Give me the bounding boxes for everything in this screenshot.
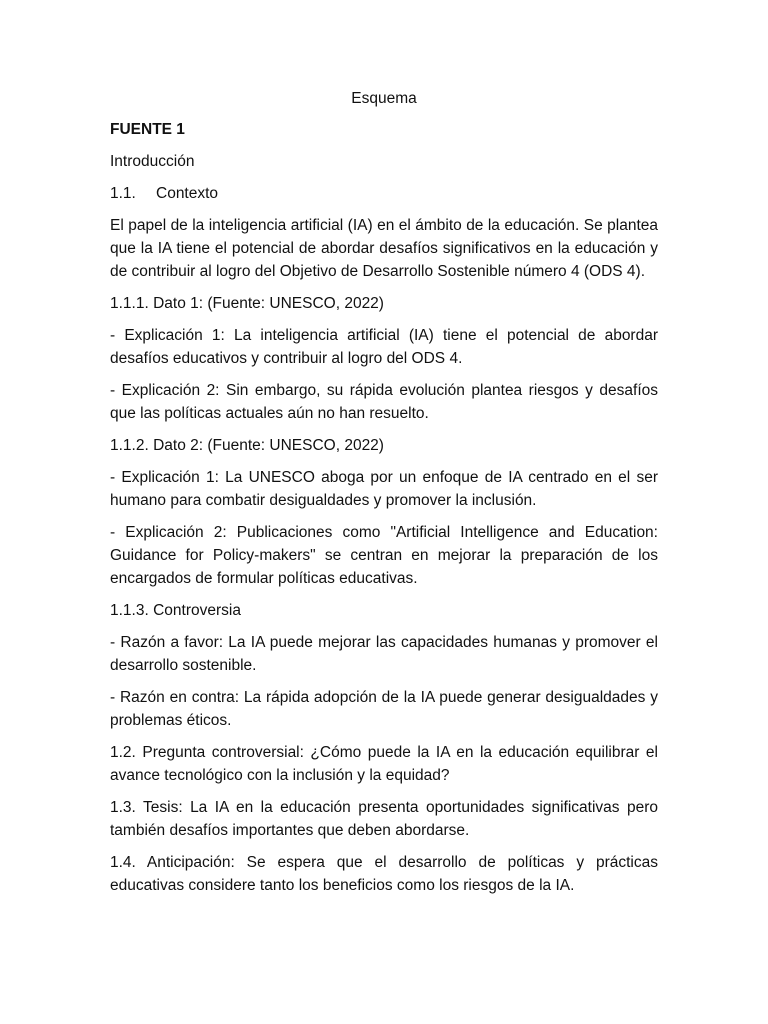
paragraph-dato-2: 1.1.2. Dato 2: (Fuente: UNESCO, 2022) [110,437,384,454]
section-1-1-heading [110,182,658,205]
paragraph-dato-2-explicacion-2: - Explicación 2: Publicaciones como "Artificial Intelligence and Education: Guidance for Policy-makers" se centran en mejorar la preparación de los encargados de formular políticas educativas. [110,524,658,587]
paragraph-dato-1-explicacion-2: - Explicación 2: Sin embargo, su rápida evolución plantea riesgos y desafíos que las políticas actuales aún no han resuelto. [110,382,658,422]
paragraph-controversia: 1.1.3. Controversia [110,602,241,619]
document-title: Esquema [351,90,417,107]
document-page [110,87,658,906]
source-heading: FUENTE 1 [110,121,185,138]
paragraph-anticipacion: 1.4. Anticipación: Se espera que el desarrollo de políticas y prácticas educativas considere tanto los beneficios como los riesgos de la IA. [110,854,658,894]
section-label: Contexto [156,185,219,202]
paragraph-tesis: 1.3. Tesis: La IA en la educación presenta oportunidades significativas pero también desafíos importantes que deben abordarse. [110,799,658,839]
paragraph-razon-contra: - Razón en contra: La rápida adopción de la IA puede generar desigualdades y problemas éticos. [110,689,658,729]
section-introduction: Introducción [110,153,195,170]
paragraph-dato-1: 1.1.1. Dato 1: (Fuente: UNESCO, 2022) [110,295,384,312]
paragraph-pregunta: 1.2. Pregunta controversial: ¿Cómo puede la IA en la educación equilibrar el avance tecnológico con la inclusión y la equidad? [110,744,658,784]
paragraph-dato-2-explicacion-1: - Explicación 1: La UNESCO aboga por un enfoque de IA centrado en el ser humano para combatir desigualdades y promover la inclusión. [110,469,658,509]
paragraph-context: El papel de la inteligencia artificial (IA) en el ámbito de la educación. Se plantea que la IA tiene el potencial de abordar desafíos significativos en la educación y de contribuir al logro del Objetivo de Desarrollo Sostenible número 4 (ODS 4). [110,217,658,280]
paragraph-dato-1-explicacion-1: - Explicación 1: La inteligencia artificial (IA) tiene el potencial de abordar desafíos educativos y contribuir al logro del ODS 4. [110,327,658,367]
paragraph-razon-favor: - Razón a favor: La IA puede mejorar las capacidades humanas y promover el desarrollo sostenible. [110,634,658,674]
section-number: 1.1. [110,185,136,202]
